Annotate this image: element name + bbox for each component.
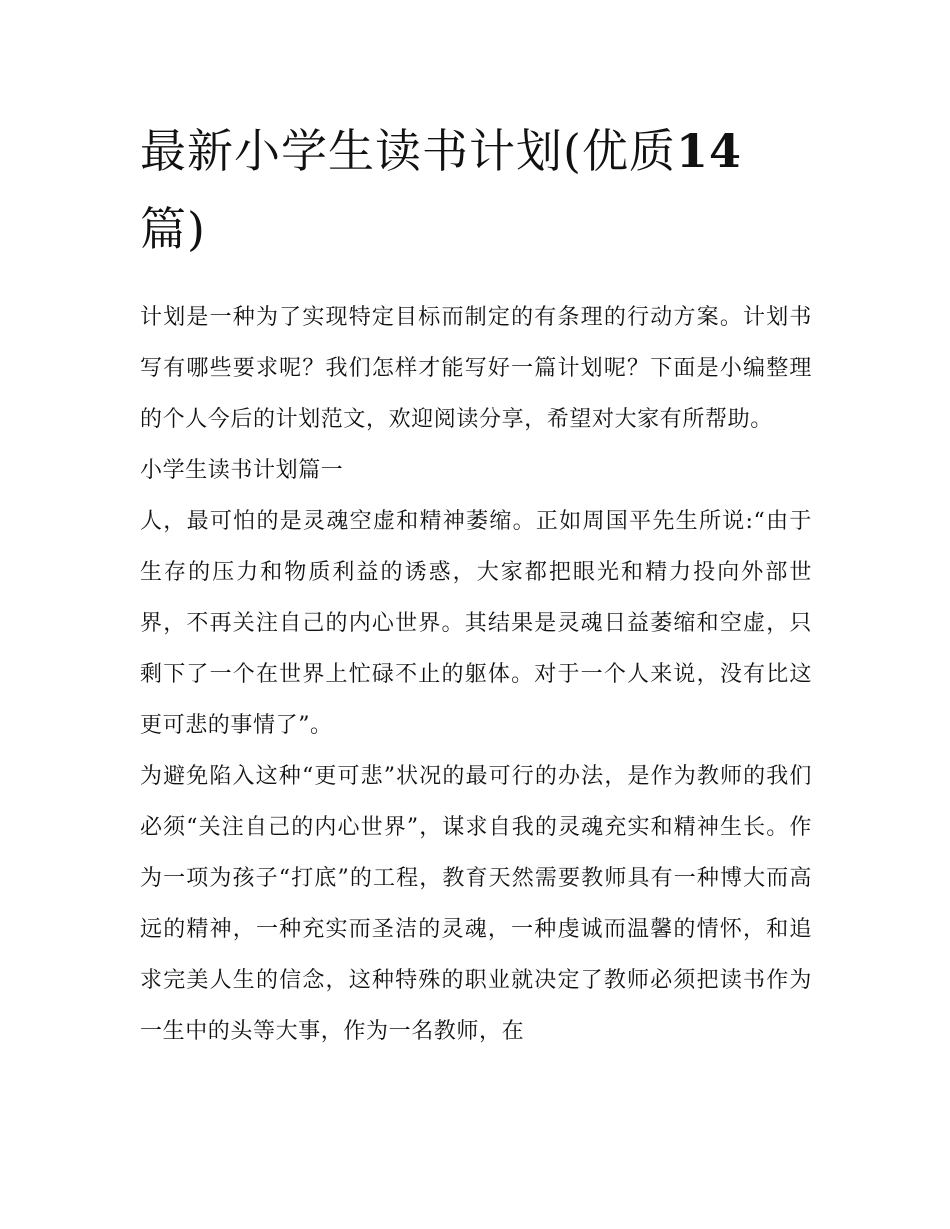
title-number: 14 <box>675 124 742 178</box>
document-title <box>140 112 812 268</box>
document-body <box>140 292 812 1057</box>
title-text-part1: 最新小学生读书计划(优质 <box>140 124 676 178</box>
body-paragraph-1: 人，最可怕的是灵魂空虚和精神萎缩。正如周国平先生所说:“由于生存的压力和物质利益的诱惑，大家都把眼光和精力投向外部世界，不再关注自己的内心世界。其结果是灵魂日益萎缩和空虚，只剩下了一个在世界上忙碌不止的躯体。对于一个人来说，没有比这更可悲的事情了”。 <box>140 509 812 738</box>
section-heading: 小学生读书计划篇一 <box>140 458 344 483</box>
document-page <box>140 112 812 1057</box>
title-text-part2: 篇) <box>140 202 206 256</box>
intro-paragraph: 计划是一种为了实现特定目标而制定的有条理的行动方案。计划书写有哪些要求呢？我们怎样才能写好一篇计划呢？下面是小编整理的个人今后的计划范文，欢迎阅读分享，希望对大家有所帮助。 <box>140 305 812 432</box>
body-paragraph-2: 为避免陷入这种“更可悲”状况的最可行的办法，是作为教师的我们必须“关注自己的内心世界”，谋求自我的灵魂充实和精神生长。作为一项为孩子“打底”的工程，教育天然需要教师具有一种博大而高远的精神，一种充实而圣洁的灵魂，一种虔诚而温馨的情怀，和追求完美人生的信念，这种特殊的职业就决定了教师必须把读书作为一生中的头等大事，作为一名教师，在 <box>140 764 812 1044</box>
